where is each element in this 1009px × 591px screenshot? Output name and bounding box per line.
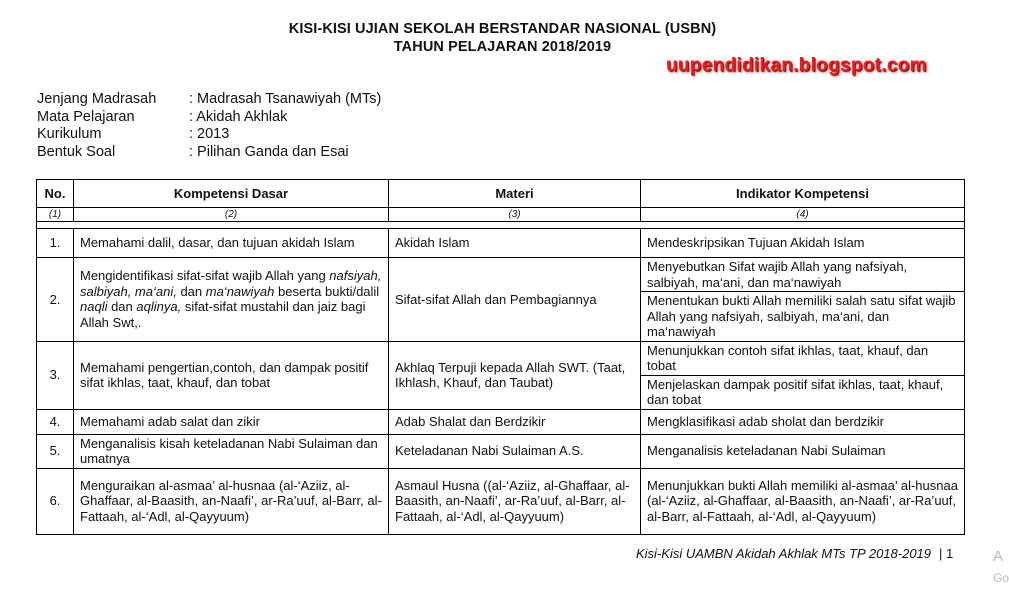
overlay-corner-text: Go [993,571,1009,585]
kompetensi-dasar-cell: Memahami dalil, dasar, dan tujuan akidah Islam [74,229,389,258]
page-footer [636,546,953,561]
row-number: 1. [37,229,74,258]
table-row [37,409,965,434]
indikator-cell: Menentukan bukti Allah memiliki salah satu sifat wajib Allah yang nafsiyah, salbiyah, ma‘ani, dan ma‘nawiyah [641,292,965,342]
table-row [37,434,965,468]
header-kompetensi-dasar: Kompetensi Dasar [74,180,389,208]
indikator-cell: Menjelaskan dampak positif sifat ikhlas, taat, khauf, dan tobat [641,375,965,409]
indikator-cell: Menunjukkan bukti Allah memiliki al-asmaa’ al-husnaa (al-‘Aziiz, al-Ghaffaar, al-Baasith, an-Naafi’, ar-Ra’uuf, al-Barr, al-Fattaah, al-‘Adl, al-Qayyuum) [641,468,965,534]
row-number: 6. [37,468,74,534]
meta-label: Bentuk Soal [37,143,116,160]
materi-cell: Adab Shalat dan Berdzikir [389,409,641,434]
header-no: No. [37,180,74,208]
kompetensi-dasar-cell: Mengidentifikasi sifat-sifat wajib Allah yang nafsiyah, salbiyah, ma‘ani, dan ma‘nawiyah beserta bukti/dalil naqli dan aqlinya, sifat-sifat mustahil dan jaiz bagi Allah Swt,. [74,258,389,342]
column-index-row [37,208,965,222]
column-index: (1) [37,208,74,222]
table-row [37,341,965,375]
materi-cell: Asmaul Husna ((al-‘Aziiz, al-Ghaffaar, al-Baasith, an-Naafi’, ar-Ra’uuf, al-Barr, al-Fattaah, al-‘Adl, al-Qayyuum) [389,468,641,534]
meta-value: : Akidah Akhlak [189,108,288,125]
document-title: KISI-KISI UJIAN SEKOLAH BERSTANDAR NASIONAL (USBN) [288,21,717,37]
table-row [37,468,965,534]
meta-value: : 2013 [189,126,230,142]
kompetensi-dasar-cell: Memahami pengertian,contoh, dan dampak positif sifat ikhlas, taat, khauf, dan tobat [74,341,389,409]
meta-row-bentuk-soal [37,144,381,162]
document-subtitle: TAHUN PELAJARAN 2018/2019 [393,39,612,55]
row-number: 4. [37,409,74,434]
blog-watermark: uupendidikan.blogspot.com [666,55,927,76]
indikator-cell: Menyebutkan Sifat wajib Allah yang nafsiyah, salbiyah, ma‘ani, dan ma‘nawiyah [641,258,965,292]
kompetensi-dasar-cell: Menganalisis kisah keteladanan Nabi Sulaiman dan umatnya [74,434,389,468]
kompetensi-dasar-cell: Menguraikan al-asmaa’ al-husnaa (al-‘Aziiz, al-Ghaffaar, al-Baasith, an-Naafi’, ar-Ra’uuf, al-Barr, al-Fattaah, al-‘Adl, al-Qayyuum) [74,468,389,534]
materi-cell: Keteladanan Nabi Sulaiman A.S. [389,434,641,468]
kisi-kisi-table [36,179,965,535]
row-number: 3. [37,341,74,409]
column-index: (4) [641,208,965,222]
column-index: (3) [389,208,641,222]
row-number: 5. [37,434,74,468]
meta-row-kurikulum [37,126,381,144]
row-number: 2. [37,258,74,342]
materi-cell: Akhlaq Terpuji kepada Allah SWT. (Taat, Ikhlash, Khauf, dan Taubat) [389,341,641,409]
footer-text: Kisi-Kisi UAMBN Akidah Akhlak MTs TP 2018-2019 [636,546,932,561]
indikator-cell: Mengklasifikasi adab sholat dan berdzikir [641,409,965,434]
meta-label: Jenjang Madrasah [37,91,157,107]
table-row [37,258,965,292]
meta-label: Kurikulum [37,126,102,142]
meta-row-mapel [37,109,381,127]
materi-cell: Sifat-sifat Allah dan Pembagiannya [389,258,641,342]
indikator-cell: Menunjukkan contoh sifat ikhlas, taat, khauf, dan tobat [641,341,965,375]
document-meta [37,91,381,161]
page-number: | 1 [939,546,954,561]
meta-row-jenjang [37,91,381,109]
header-indikator: Indikator Kompetensi [641,180,965,208]
table-header-row [37,180,965,208]
column-index: (2) [74,208,389,222]
table-row [37,229,965,258]
meta-label: Mata Pelajaran [37,108,135,125]
kompetensi-dasar-cell: Memahami adab salat dan zikir [74,409,389,434]
spacer-row [37,222,965,229]
overlay-corner-text: A [993,548,1004,565]
indikator-cell: Menganalisis keteladanan Nabi Sulaiman [641,434,965,468]
materi-cell: Akidah Islam [389,229,641,258]
meta-value: : Pilihan Ganda dan Esai [189,143,349,160]
meta-value: : Madrasah Tsanawiyah (MTs) [189,91,382,107]
header-materi: Materi [389,180,641,208]
indikator-cell: Mendeskripsikan Tujuan Akidah Islam [641,229,965,258]
